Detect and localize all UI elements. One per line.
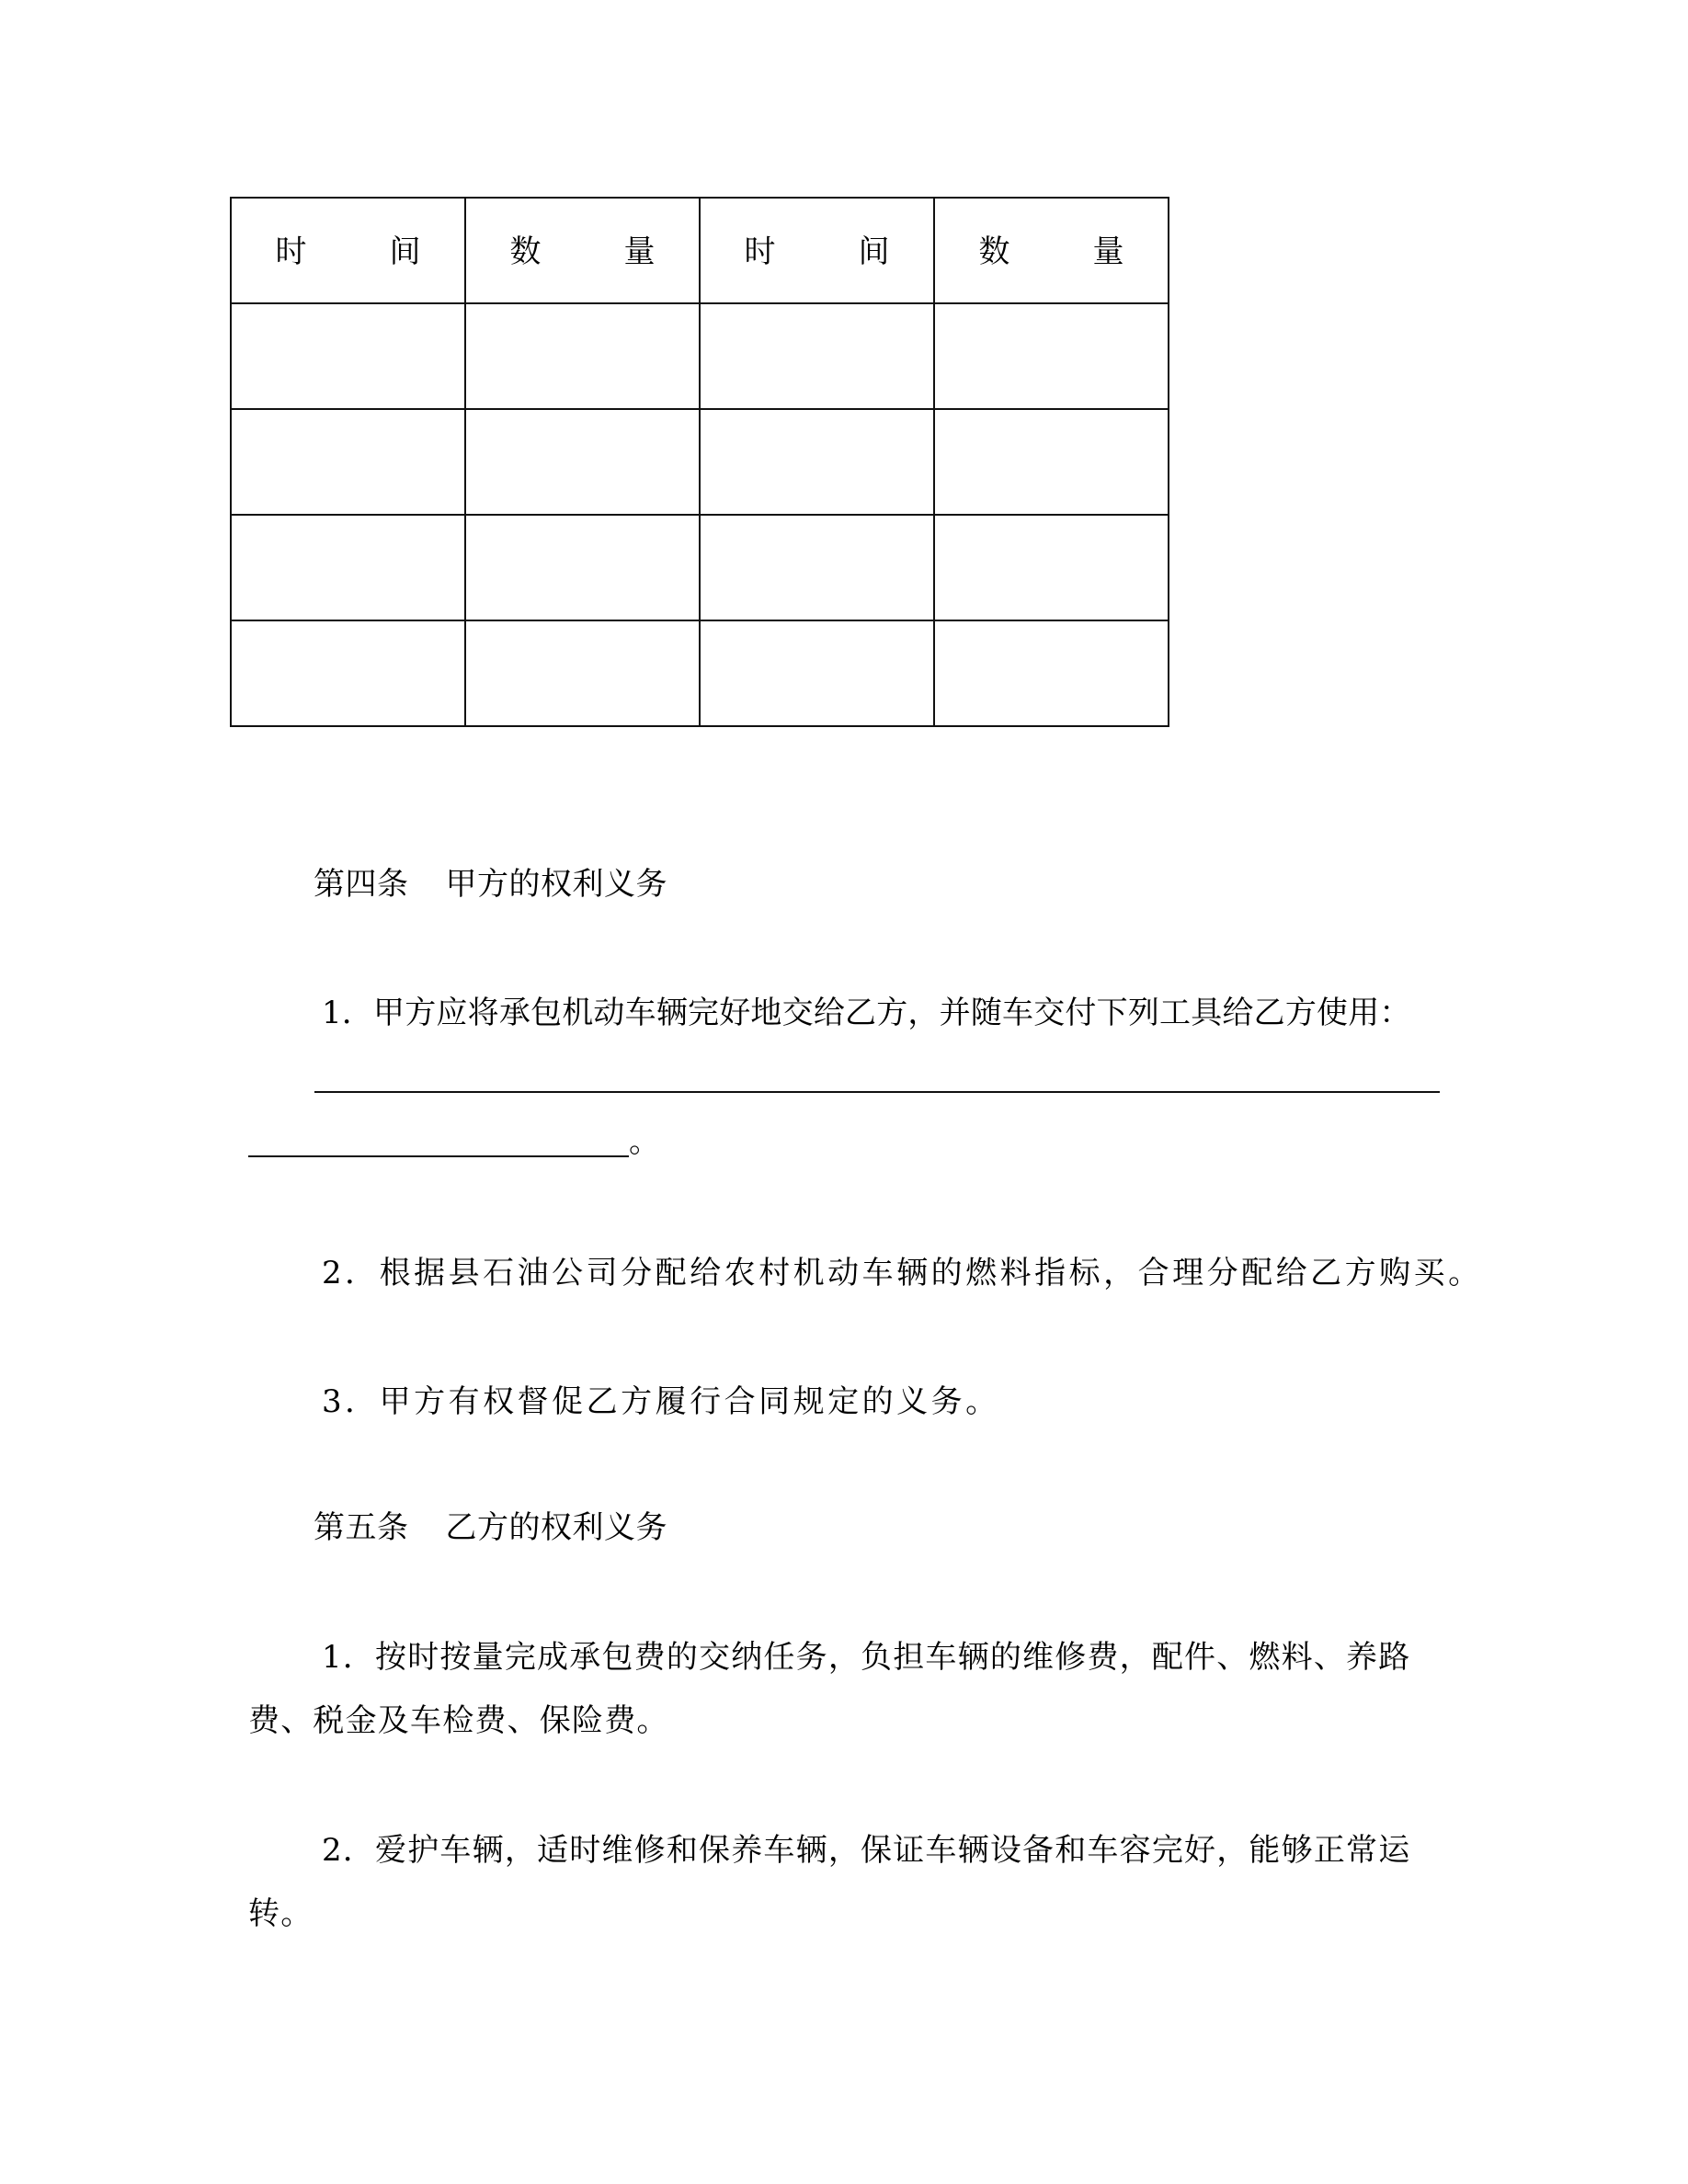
blank-line-1 bbox=[314, 1091, 1440, 1093]
article-5-item-2-line-1: 2．爱护车辆，适时维修和保养车辆，保证车辆设备和车容完好，能够正常运 bbox=[322, 1832, 1411, 1869]
table-cell bbox=[231, 620, 465, 726]
table-cell bbox=[231, 409, 465, 515]
header-cell-time-2: 时 间 bbox=[700, 198, 934, 303]
article-5-heading bbox=[314, 1509, 667, 1546]
table-row bbox=[231, 409, 1169, 515]
table-cell bbox=[934, 303, 1169, 409]
article-4-title: 甲方的权利义务 bbox=[445, 866, 667, 903]
header-cell-time-1: 时 间 bbox=[231, 198, 465, 303]
article-5-item-2-line-2: 转。 bbox=[248, 1895, 314, 1932]
table-cell bbox=[700, 303, 934, 409]
article-5-number: 第五条 bbox=[314, 1509, 409, 1546]
blank-line-period: 。 bbox=[629, 1123, 661, 1160]
table-cell bbox=[934, 409, 1169, 515]
article-4-item-3: 3．甲方有权督促乙方履行合同规定的义务。 bbox=[322, 1383, 1000, 1420]
article-5-title: 乙方的权利义务 bbox=[445, 1509, 667, 1546]
table-cell bbox=[465, 515, 700, 620]
table-row bbox=[231, 515, 1169, 620]
table-cell bbox=[465, 303, 700, 409]
header-cell-quantity-1: 数 量 bbox=[465, 198, 700, 303]
table-cell bbox=[231, 515, 465, 620]
table-cell bbox=[934, 515, 1169, 620]
article-4-item-1: 1．甲方应将承包机动车辆完好地交给乙方，并随车交付下列工具给乙方使用： bbox=[322, 995, 1411, 1031]
table-cell bbox=[700, 409, 934, 515]
blank-line-2 bbox=[248, 1155, 629, 1157]
article-4-number: 第四条 bbox=[314, 866, 409, 903]
table-row bbox=[231, 303, 1169, 409]
time-quantity-table bbox=[230, 197, 1169, 727]
table-header-row bbox=[231, 198, 1169, 303]
header-cell-quantity-2: 数 量 bbox=[934, 198, 1169, 303]
article-4-heading bbox=[314, 866, 667, 903]
table-cell bbox=[465, 620, 700, 726]
table-cell bbox=[700, 620, 934, 726]
article-5-item-1-line-2: 费、税金及车检费、保险费。 bbox=[248, 1702, 669, 1739]
article-5-item-1-line-1: 1．按时按量完成承包费的交纳任务，负担车辆的维修费，配件、燃料、养路 bbox=[322, 1639, 1411, 1676]
table-cell bbox=[465, 409, 700, 515]
table-cell bbox=[934, 620, 1169, 726]
table-row bbox=[231, 620, 1169, 726]
table-cell bbox=[700, 515, 934, 620]
table-cell bbox=[231, 303, 465, 409]
article-4-item-2: 2．根据县石油公司分配给农村机动车辆的燃料指标，合理分配给乙方购买。 bbox=[322, 1255, 1483, 1291]
